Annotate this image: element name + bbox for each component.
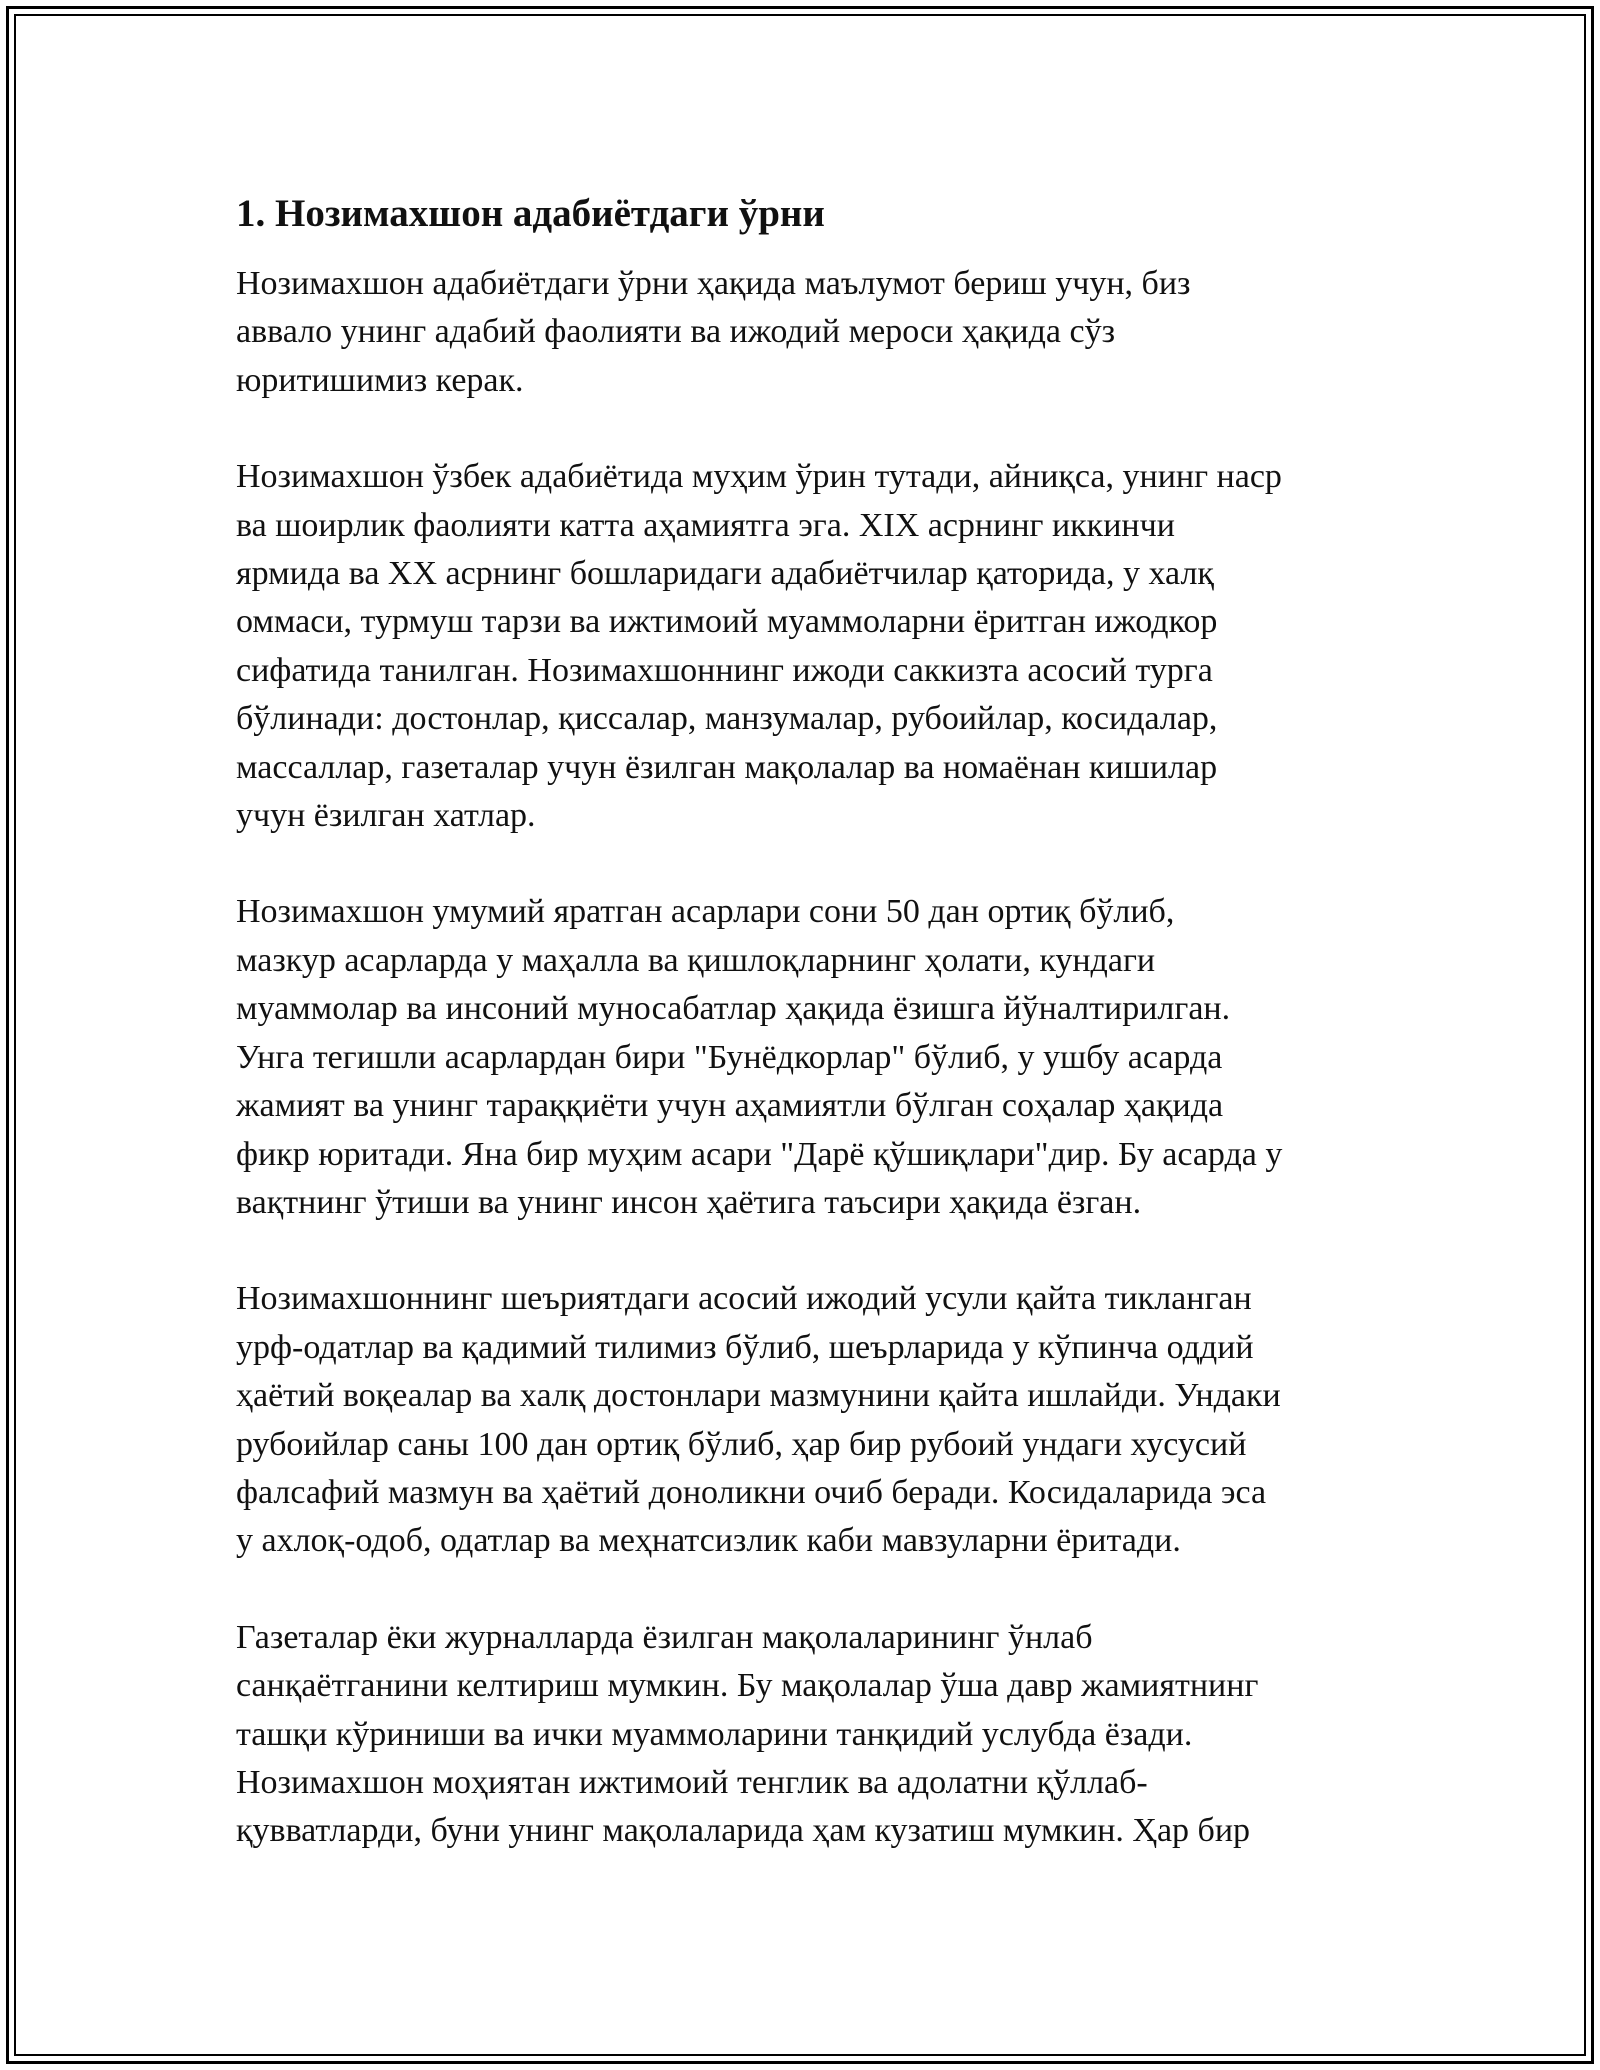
paragraph-4 (236, 1275, 1386, 1565)
text-line: бўлинади: достонлар, қиссалар, манзумалар, рубоийлар, косидалар, (236, 700, 1218, 738)
text-line: Нозимахшоннинг шеъриятдаги асосий ижодий усули қайта тикланган (236, 1280, 1252, 1318)
text-line: ҳаётий воқеалар ва халқ достонлари мазмунини қайта ишлайди. Ундаки (236, 1377, 1281, 1415)
text-line: жамият ва унинг тараққиёти учун аҳамиятли бўлган соҳалар ҳақида (236, 1087, 1224, 1125)
paragraph-3 (236, 888, 1386, 1227)
text-line: қувватларди, буни унинг мақолаларида ҳам кузатиш мумкин. Ҳар бир (236, 1812, 1251, 1850)
text-line: рубоийлар саны 100 дан ортиқ бўлиб, ҳар бир рубоий ундаги хусусий (236, 1425, 1247, 1463)
text-line: фалсафий мазмун ва ҳаётий доноликни очиб беради. Косидаларида эса (236, 1473, 1267, 1511)
text-line: Нозимахшон адабиётдаги ўрни ҳақида маълумот бериш учун, биз (236, 265, 1191, 302)
text-line: мазкур асарларда у маҳалла ва қишлоқларнинг ҳолати, кундаги (236, 941, 1156, 979)
paragraph-2 (236, 453, 1386, 840)
text-line: фикр юритади. Яна бир муҳим асари "Дарё қўшиқлари"дир. Бу асарда у (236, 1135, 1283, 1173)
text-line: учун ёзилган хатлар. (236, 797, 536, 835)
text-line: ташқи кўриниши ва ички муаммоларини танқидий услубда ёзади. (236, 1715, 1193, 1753)
text-line: урф-одатлар ва қадимий тилимиз бўлиб, шеърларида у кўпинча оддий (236, 1328, 1254, 1366)
section-heading: 1. Нозимахшон адабиётдаги ўрни (236, 192, 825, 235)
text-line: муаммолар ва инсоний муносабатлар ҳақида ёзишга йўналтирилган. (236, 990, 1231, 1028)
text-line: Нозимахшон моҳиятан ижтимоий тенглик ва адолатни қўллаб- (236, 1763, 1148, 1801)
text-line: ва шоирлик фаолияти катта аҳамиятга эга. XIX асрнинг иккинчи (236, 506, 1175, 544)
text-line: юритишимиз керак. (236, 361, 524, 399)
text-line: вақтнинг ўтиши ва унинг инсон ҳаётига таъсири ҳақида ёзган. (236, 1183, 1142, 1221)
paragraph-1 (236, 260, 1386, 405)
text-line: Нозимахшон умумий яратган асарлари сони 50 дан ортиқ бўлиб, (236, 893, 1175, 931)
text-line: ярмида ва XX асрнинг бошларидаги адабиётчилар қаторида, у халқ (236, 555, 1214, 593)
text-line: сифатида танилган. Нозимахшоннинг ижоди саккизта асосий турга (236, 651, 1213, 689)
document-body (236, 188, 1386, 1904)
text-line: аввало унинг адабий фаолияти ва ижодий мероси ҳақида сўз (236, 313, 1116, 351)
text-line: Унга тегишли асарлардан бири "Бунёдкорлар" бўлиб, у ушбу асарда (236, 1038, 1223, 1076)
text-line: Нозимахшон ўзбек адабиётида муҳим ўрин тутади, айниқса, унинг наср (236, 458, 1282, 496)
text-line: санқаётганини келтириш мумкин. Бу мақолалар ўша давр жамиятнинг (236, 1667, 1259, 1705)
text-line: Газеталар ёки журналларда ёзилган мақолаларининг ўнлаб (236, 1618, 1093, 1656)
text-line: массаллар, газеталар учун ёзилган мақолалар ва номаёнан кишилар (236, 748, 1218, 786)
paragraph-5 (236, 1614, 1386, 1856)
text-line: у ахлоқ-одоб, одатлар ва меҳнатсизлик каби мавзуларни ёритади. (236, 1522, 1181, 1560)
text-line: оммаси, турмуш тарзи ва ижтимоий муаммоларни ёритган ижодкор (236, 603, 1218, 641)
